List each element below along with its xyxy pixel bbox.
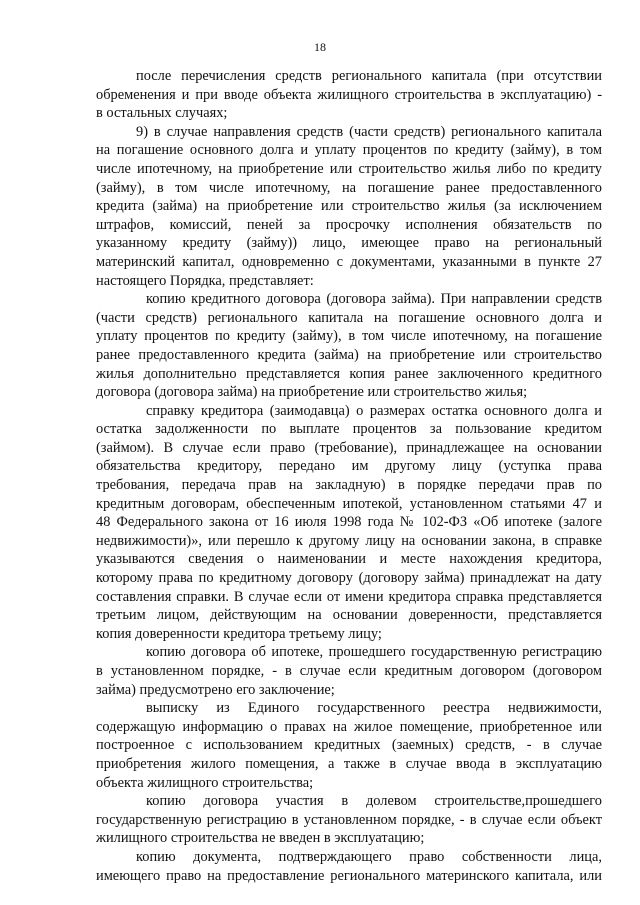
text-line: выписку из Единого государственного реестра недвижимости, — [146, 700, 602, 717]
text-line: которому права по кредитному договору (договору займа) принадлежат на дату — [96, 570, 602, 587]
text-line: копию кредитного договора (договора займа). При направлении средств — [146, 291, 602, 308]
text-line: указываются сведения о наименовании и месте нахождения кредитора, — [96, 551, 602, 568]
text-line: (займу), в том числе ипотечному, на погашение ранее предоставленного — [96, 179, 602, 196]
text-line: в остальных случаях; — [96, 105, 228, 122]
text-line: после перечисления средств регионального капитала (при отсутствии — [136, 68, 602, 84]
text-line: на погашение основного долга и уплату процентов по кредиту (займу), в том — [96, 142, 602, 159]
body-text — [96, 67, 602, 885]
text-line: ранее предоставленного кредита (займа) на приобретение или строительство — [96, 346, 602, 363]
text-line: указанному кредиту (займу)) лицо, имеющее право на региональный — [96, 235, 602, 252]
text-line: штрафов, комиссий, пеней за просрочку исполнения обязательств по — [96, 216, 602, 233]
text-line: государственную регистрацию в установленном порядке, - в случае если объект — [96, 811, 602, 828]
text-line: 9) в случае направления средств (части средств) регионального капитала — [136, 123, 602, 140]
text-line: кредита (займа) на приобретение или строительство жилья (за исключением — [96, 198, 602, 215]
text-line: копию договора участия в долевом строительстве,прошедшего — [146, 793, 602, 810]
text-line: приобретения жилого помещения, а также в случае ввода в эксплуатацию — [96, 755, 602, 772]
text-line: копия доверенности кредитора третьему лицу; — [96, 625, 382, 642]
text-line: имеющего право на предоставление регионального материнского капитала, или — [96, 867, 602, 884]
text-line: обязательства кредитору, передано им другому лицу (уступка права — [96, 458, 602, 475]
text-line: жилья дополнительно представляется копия ранее заключенного кредитного — [96, 365, 602, 382]
text-line: копию договора об ипотеке, прошедшего государственную регистрацию — [146, 644, 602, 661]
text-line: настоящего Порядка, представляет: — [96, 272, 314, 289]
text-line: составления справки. В случае если от имени кредитора справка представляется — [96, 588, 602, 605]
text-line: остатка задолженности по выплате процентов за пользование кредитом — [96, 421, 602, 438]
text-line: уплату процентов по кредиту (займу), в том числе ипотечному, на погашение — [96, 328, 602, 345]
text-line: требования, передача прав на закладную) в порядке передачи прав по — [96, 477, 602, 494]
text-line: материнский капитал, одновременно с документами, указанными в пункте 27 — [96, 253, 602, 270]
text-line: построенное с использованием кредитных (заемных) средств, - в случае — [96, 737, 602, 754]
text-line: займа) предусмотрено его заключение; — [96, 681, 335, 698]
text-line: обременения и при вводе объекта жилищного строительства в эксплуатацию) - — [96, 86, 602, 103]
text-line: содержащую информацию о правах на жилое помещение, приобретенное или — [96, 718, 602, 735]
text-line: 48 Федерального закона от 16 июля 1998 года № 102-ФЗ «Об ипотеке (залоге — [96, 514, 602, 531]
text-line: кредитным договорам, обеспеченным ипотекой, установленном статьями 47 и — [96, 495, 602, 512]
text-line: третьим лицом, действующим на основании доверенности, представляется — [96, 607, 602, 624]
text-line: копию документа, подтверждающего право собственности лица, — [136, 848, 602, 865]
page-number: 18 — [314, 40, 326, 54]
text-line: числе ипотечному, на приобретение или строительство жилья либо по кредиту — [96, 160, 602, 177]
text-line: в установленном порядке, - в случае если кредитным договором (договором — [96, 663, 602, 679]
text-line: договора (договора займа) на приобретение или строительство жилья; — [96, 384, 528, 401]
text-line: (части средств) регионального капитала на погашение основного долга и — [96, 309, 602, 326]
text-line: объекта жилищного строительства; — [96, 774, 314, 791]
text-line: справку кредитора (заимодавца) о размерах остатка основного долга и — [146, 402, 602, 419]
text-line: недвижимости)», или перешло к другому лицу на основании закона, в справке — [96, 532, 602, 549]
text-line: жилищного строительства не введен в эксплуатацию; — [96, 830, 425, 847]
text-line: (займом). В случае если право (требование), принадлежащее на основании — [96, 439, 602, 456]
